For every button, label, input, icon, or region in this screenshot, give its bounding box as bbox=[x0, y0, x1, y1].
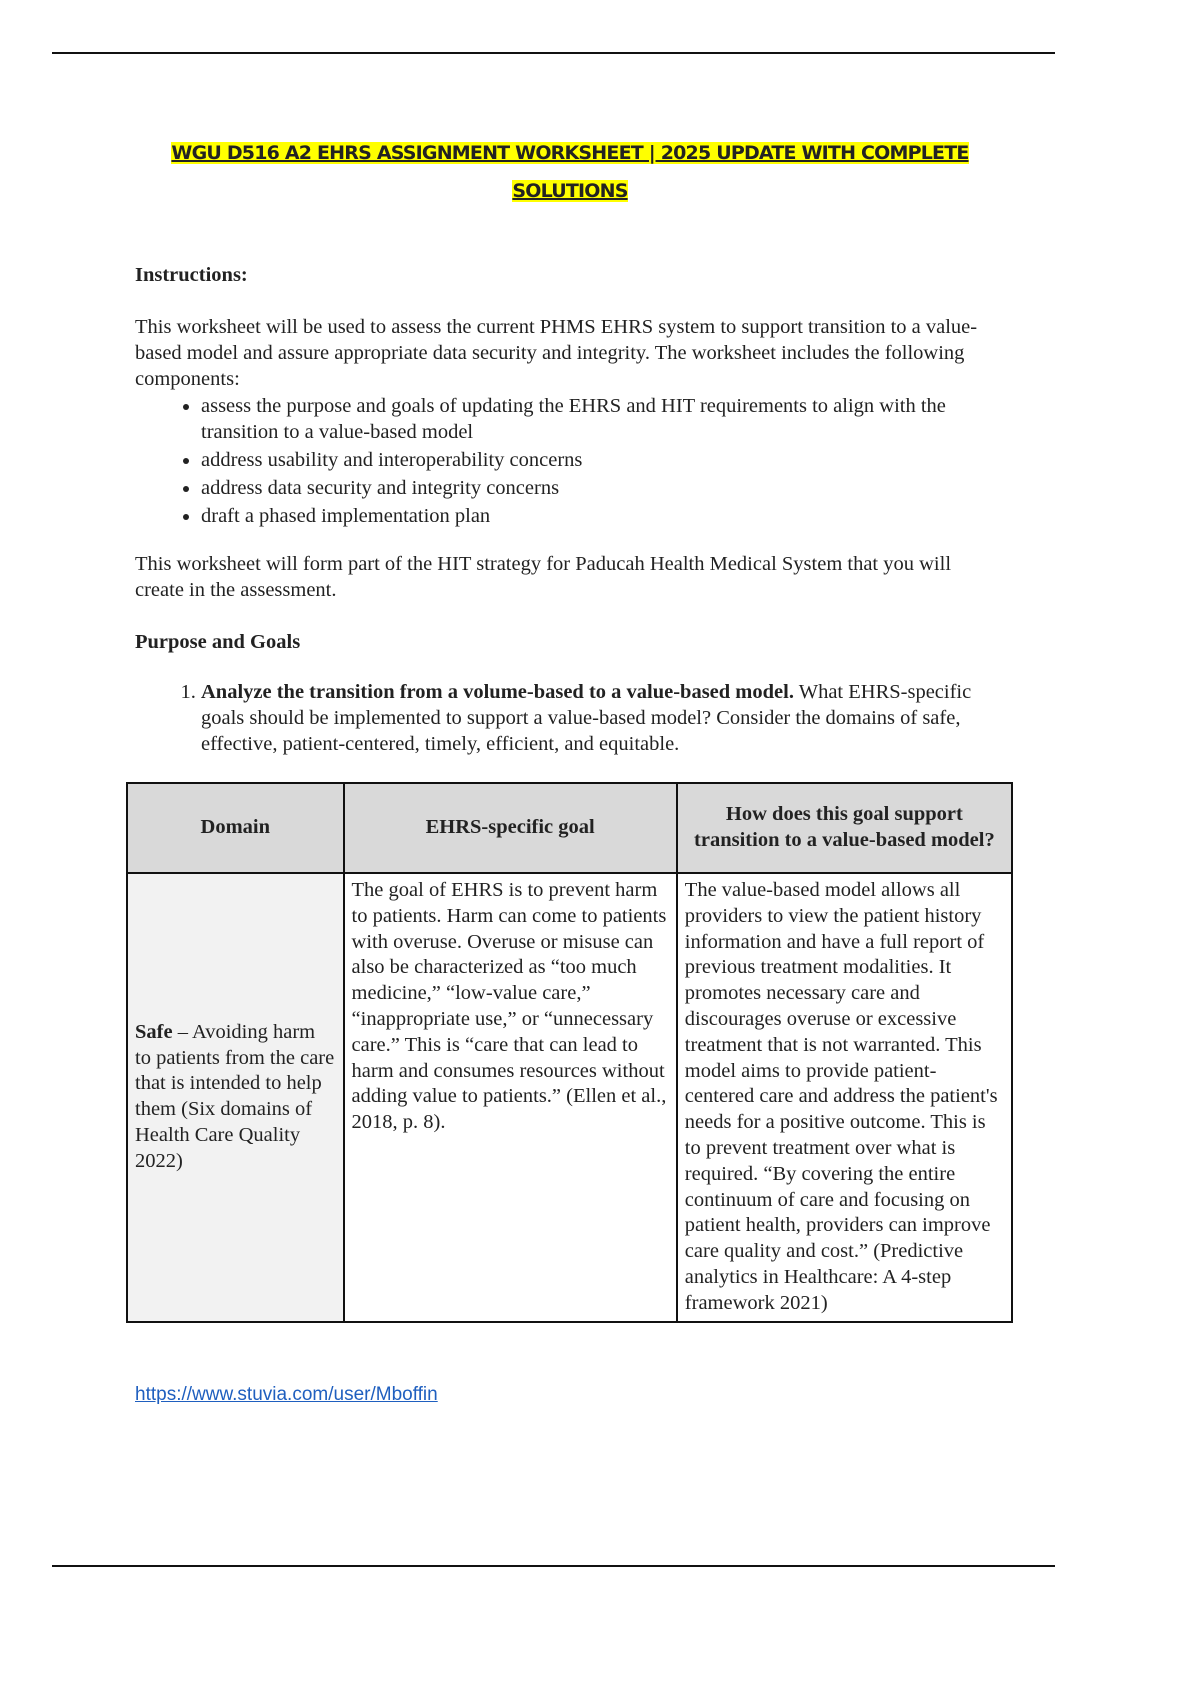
support-cell: The value-based model allows all providers to view the patient history information and have a full report of previous treatment modalities. It promotes necessary care and discourages overuse or excessive treatment that is not warranted. This model aims to provide patient-centered care and address the patient's needs for a positive outcome. This is to prevent treatment over what is required. “By covering the entire continuum of care and focusing on patient health, providers can improve care quality and cost.” (Predictive analytics in Healthcare: A 4-step framework 2021) bbox=[677, 873, 1012, 1322]
domain-name: Safe bbox=[135, 1020, 173, 1043]
header-support: How does this goal support transition to a value-based model? bbox=[677, 783, 1012, 873]
components-list bbox=[135, 393, 995, 529]
intro-paragraph: This worksheet will be used to assess the current PHMS EHRS system to support transition to a value-based model and assure appropriate data security and integrity. The worksheet includes the following components: bbox=[135, 316, 978, 390]
list-item: • address data security and integrity concerns bbox=[201, 475, 995, 501]
goal-cell: The goal of EHRS is to prevent harm to patients. Harm can come to patients with overuse. Overuse or misuse can also be characterized as “too much medicine,” “low-value care,” “inappropriate use,” or “unnecessary care.” This is “care that can lead to harm and consumes resources without adding value to patients.” (Ellen et al., 2018, p. 8). bbox=[344, 873, 677, 1322]
domain-cell bbox=[127, 873, 344, 1322]
instructions-heading: Instructions: bbox=[135, 264, 248, 286]
question-1-text: What EHRS-specific goals should be implemented to support a value-based model? Consider the domains of safe, effective, patient-centered, timely, efficient, and equitable. bbox=[201, 681, 972, 755]
list-item: • assess the purpose and goals of updating the EHRS and HIT requirements to align with the transition to a value-based model bbox=[201, 393, 995, 445]
question-1-bold: Analyze the transition from a volume-based to a value-based model. bbox=[201, 681, 794, 703]
header-domain: Domain bbox=[127, 783, 344, 873]
title-line-2: SOLUTIONS bbox=[512, 180, 628, 202]
title-line-1: WGU D516 A2 EHRS ASSIGNMENT WORKSHEET | 2025 UPDATE WITH COMPLETE bbox=[171, 142, 969, 164]
domain-description: – Avoiding harm to patients from the care that is intended to help them (Six domains of Health Care Quality 2022) bbox=[135, 1020, 335, 1172]
list-item: • address usability and interoperability concerns bbox=[201, 447, 995, 473]
header-goal: EHRS-specific goal bbox=[344, 783, 677, 873]
strategy-paragraph: This worksheet will form part of the HIT strategy for Paducah Health Medical System that you will create in the assessment. bbox=[135, 553, 952, 601]
list-item: • draft a phased implementation plan bbox=[201, 503, 995, 529]
table-header-row bbox=[127, 783, 1012, 873]
top-rule bbox=[52, 52, 1055, 54]
question-1 bbox=[135, 679, 985, 757]
bottom-rule bbox=[52, 1565, 1055, 1567]
goals-table bbox=[126, 782, 1013, 1323]
stuvia-profile-link[interactable]: https://www.stuvia.com/user/Mboffin bbox=[135, 1384, 438, 1405]
table-row bbox=[127, 873, 1012, 1322]
document-title bbox=[130, 134, 1010, 210]
purpose-heading: Purpose and Goals bbox=[135, 631, 301, 653]
